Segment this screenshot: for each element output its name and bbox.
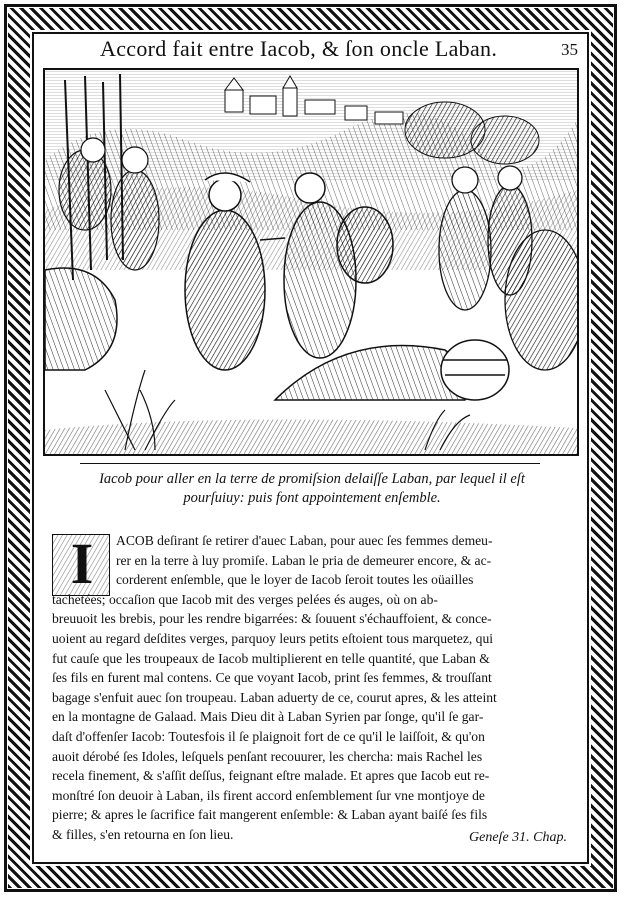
body-line: monſtré ſon deuoir à Laban, ils firent accord enſemblement ſur vne montjoye de	[52, 787, 485, 803]
illustration-caption	[62, 470, 562, 508]
body-line: bagage s'enfuit auec ſon troupeau. Laban aduerty de ce, courut apres, & les atteint	[52, 689, 497, 705]
woodcut-illustration-icon	[45, 70, 577, 454]
caption-line: Iacob pour aller en la terre de promiſsion delaiſſe Laban, par lequel il eſt	[99, 471, 525, 487]
drop-cap-letter: I	[70, 534, 94, 596]
body-line: uoient au regard deſdites verges, parquoy leurs petits eſtoient tous marquetez, qui	[52, 630, 494, 646]
body-line: daſt d'offenſer Iacob: Toutesfois il ſe plaignoit fort de ce qu'il le laiſſoit, & qu'on	[52, 728, 485, 744]
body-text	[52, 531, 568, 845]
woodcut-illustration	[43, 68, 579, 456]
body-line: fut cauſe que les troupeaux de Iacob multiplierent en telle quantité, que Laban &	[52, 650, 490, 666]
body-line: pierre; & apres le ſacrifice fait mangerent enſemble: & Laban ayant baiſé ſes fils	[52, 807, 488, 823]
caption-line: pourſuiuy: puis font appointement enſemble.	[183, 490, 441, 506]
body-line: & filles, s'en retourna en ſon lieu.	[52, 826, 234, 842]
page-header	[40, 36, 580, 64]
body-line: ACOB deſirant ſe retirer d'auec Laban, pour auec ſes femmes demeu-	[116, 533, 493, 548]
caption-rule	[80, 463, 540, 464]
body-line: auoit dérobé ſes Idoles, leſquels penſant recouurer, les chercha: mais Rachel les	[52, 748, 483, 764]
body-line: ſes fils en furent mal contens. Ce que voyant Iacob, print ſes femmes, & trouſſant	[52, 670, 492, 686]
scripture-reference: Geneſe 31. Chap.	[469, 830, 567, 845]
page-title: Accord fait entre Iacob, & ſon oncle Laban.	[100, 36, 498, 61]
body-line: tachetées; occaſion que Iacob mit des verges pelées és auges, où on ab-	[52, 591, 438, 607]
body-line: rer en la terre à luy promiſe. Laban le pria de demeurer encore, & ac-	[116, 552, 492, 568]
body-line: breuuoit les brebis, pour les rendre bigarrées: & ſouuent s'échauffoient, & conce-	[52, 611, 492, 627]
body-line: recela finement, & s'aſſit deſſus, feignant eſtre malade. Et apres que Iacob eut re-	[52, 768, 490, 784]
body-line: en la montagne de Galaad. Mais Dieu dit à Laban Syrien par ſonge, qu'il ſe gar-	[52, 709, 484, 725]
body-line: corderent enſemble, que le loyer de Iacob ſeroit toutes les oüailles	[116, 572, 474, 588]
page-number: 35	[561, 40, 578, 59]
